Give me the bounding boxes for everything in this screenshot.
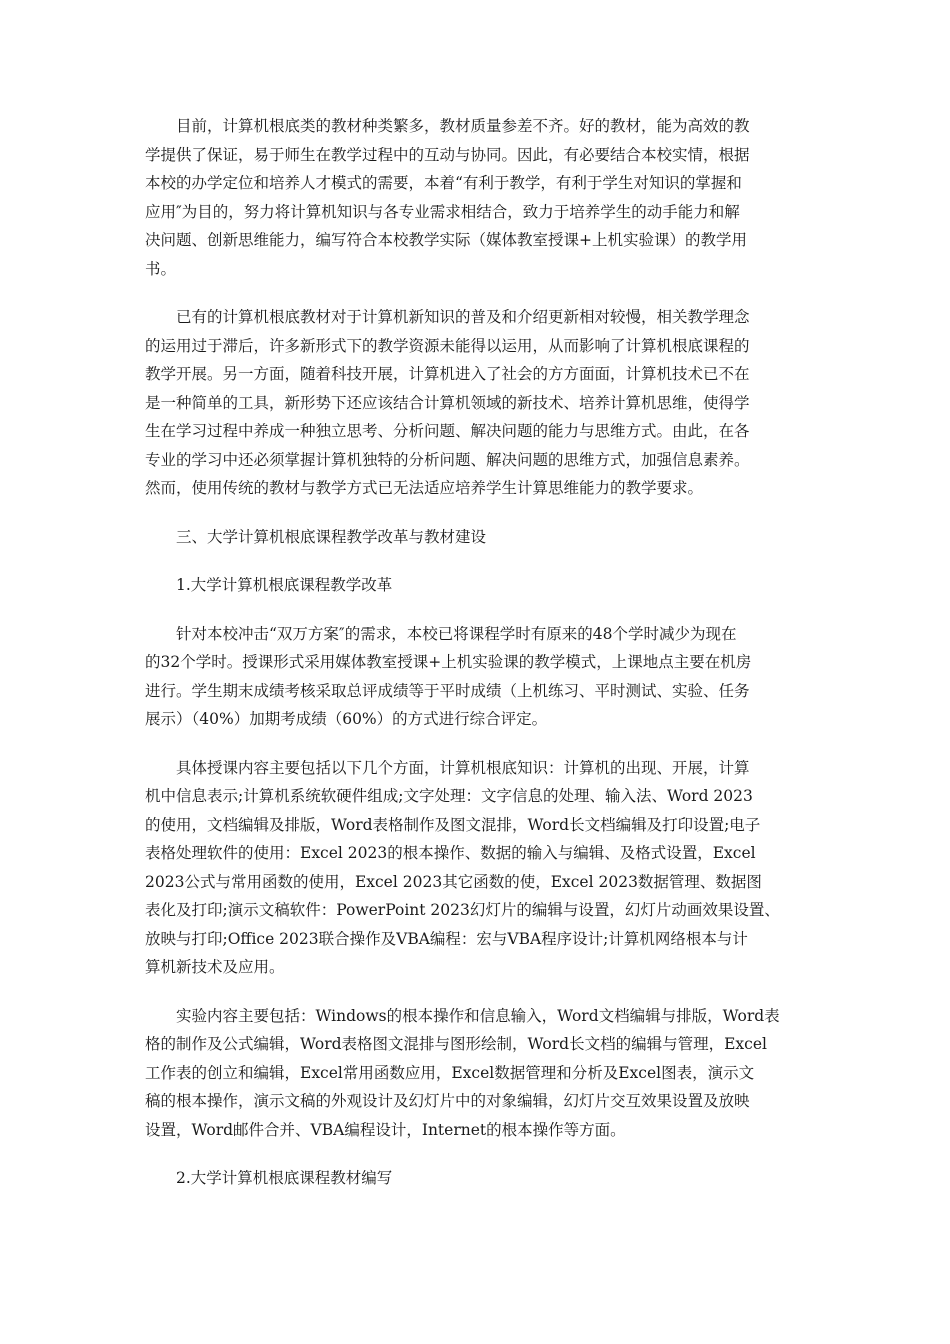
- text-line: 表化及打印;演示文稿软件：PowerPoint 2023幻灯片的编辑与设置，幻灯片动画效果设置、: [145, 901, 780, 919]
- text-line: 教学开展。另一方面，随着科技开展，计算机进入了社会的方方面面，计算机技术已不在: [145, 365, 750, 383]
- text-line: 放映与打印;Office 2023联合操作及VBA编程：宏与VBA程序设计;计算机网络根本与计: [145, 929, 748, 948]
- paragraph-lab-content: [145, 1002, 825, 1145]
- text-line: 展示）（40%）加期考成绩（60%）的方式进行综合评定。: [145, 710, 548, 728]
- text-line: 的运用过于滞后，许多新形式下的教学资源未能得以运用，从而影响了计算机根底课程的: [145, 336, 750, 355]
- text-line: 的32个学时。授课形式采用媒体教室授课+上机实验课的教学模式，上课地点主要在机房: [145, 653, 752, 671]
- text-line: 机中信息表示;计算机系统软硬件组成;文字处理：文字信息的处理、输入法、Word 2023: [145, 787, 753, 805]
- text-line: 稿的根本操作，演示文稿的外观设计及幻灯片中的对象编辑，幻灯片交互效果设置及放映: [145, 1092, 750, 1110]
- text-line: 格的制作及公式编辑，Word表格图文混排与图形绘制，Word长文档的编辑与管理，Excel: [145, 1035, 767, 1053]
- text-line: 工作表的创立和编辑，Excel常用函数应用，Excel数据管理和分析及Excel图表，演示文: [145, 1063, 755, 1082]
- paragraph-course-content: [145, 754, 825, 982]
- text-line: 然而，使用传统的教材与教学方式已无法适应培养学生计算思维能力的教学要求。: [145, 479, 704, 497]
- text-line: 本校的办学定位和培养人才模式的需要，本着“有利于教学，有利于学生对知识的掌握和: [145, 174, 742, 192]
- text-line: 已有的计算机根底教材对于计算机新知识的普及和介绍更新相对较慢，相关教学理念: [176, 308, 750, 326]
- text-line: 应用″为目的，努力将计算机知识与各专业需求相结合，致力于培养学生的动手能力和解: [145, 202, 740, 221]
- paragraph-existing-textbooks: [145, 303, 825, 503]
- text-line: 目前，计算机根底类的教材种类繁多，教材质量参差不齐。好的教材，能为高效的教: [176, 117, 750, 135]
- text-line: 具体授课内容主要包括以下几个方面，计算机根底知识：计算机的出现、开展，计算: [176, 758, 750, 777]
- paragraph-course-hours: [145, 620, 825, 734]
- text-line: 学提供了保证，易于师生在教学过程中的互动与协同。因此，有必要结合本校实情，根据: [145, 145, 750, 164]
- text-line: 专业的学习中还必须掌握计算机独特的分析问题、解决问题的思维方式，加强信息素养。: [145, 450, 750, 469]
- text-line: 实验内容主要包括：Windows的根本操作和信息输入，Word文档编辑与排版，Word表: [176, 1006, 780, 1025]
- text-line: 的使用，文档编辑及排版，Word表格制作及图文混排，Word长文档编辑及打印设置;电子: [145, 815, 761, 834]
- document-page: [145, 112, 825, 1193]
- paragraph-textbook-status: [145, 112, 825, 283]
- subheading-teaching-reform: 1.大学计算机根底课程教学改革: [176, 576, 393, 594]
- text-line: 2023公式与常用函数的使用，Excel 2023其它函数的使，Excel 2023数据管理、数据图: [145, 872, 762, 891]
- text-line: 书。: [145, 259, 177, 278]
- section-heading: 三、大学计算机根底课程教学改革与教材建设: [176, 527, 487, 546]
- text-line: 是一种简单的工具，新形势下还应该结合计算机领域的新技术、培养计算机思维，使得学: [145, 393, 750, 412]
- text-line: 设置，Word邮件合并、VBA编程设计，Internet的根本操作等方面。: [145, 1120, 626, 1139]
- text-line: 生在学习过程中养成一种独立思考、分析问题、解决问题的能力与思维方式。由此，在各: [145, 422, 750, 440]
- subheading-textbook-writing: 2.大学计算机根底课程教材编写: [176, 1169, 393, 1187]
- text-line: 算机新技术及应用。: [145, 958, 285, 976]
- text-line: 决问题、创新思维能力，编写符合本校教学实际（媒体教室授课+上机实验课）的教学用: [145, 231, 747, 249]
- text-line: 针对本校冲击“双万方案″的需求，本校已将课程学时有原来的48个学时减少为现在: [176, 624, 737, 643]
- text-line: 进行。学生期末成绩考核采取总评成绩等于平时成绩（上机练习、平时测试、实验、任务: [145, 681, 750, 700]
- text-line: 表格处理软件的使用：Excel 2023的根本操作、数据的输入与编辑、及格式设置，Excel: [145, 844, 756, 862]
